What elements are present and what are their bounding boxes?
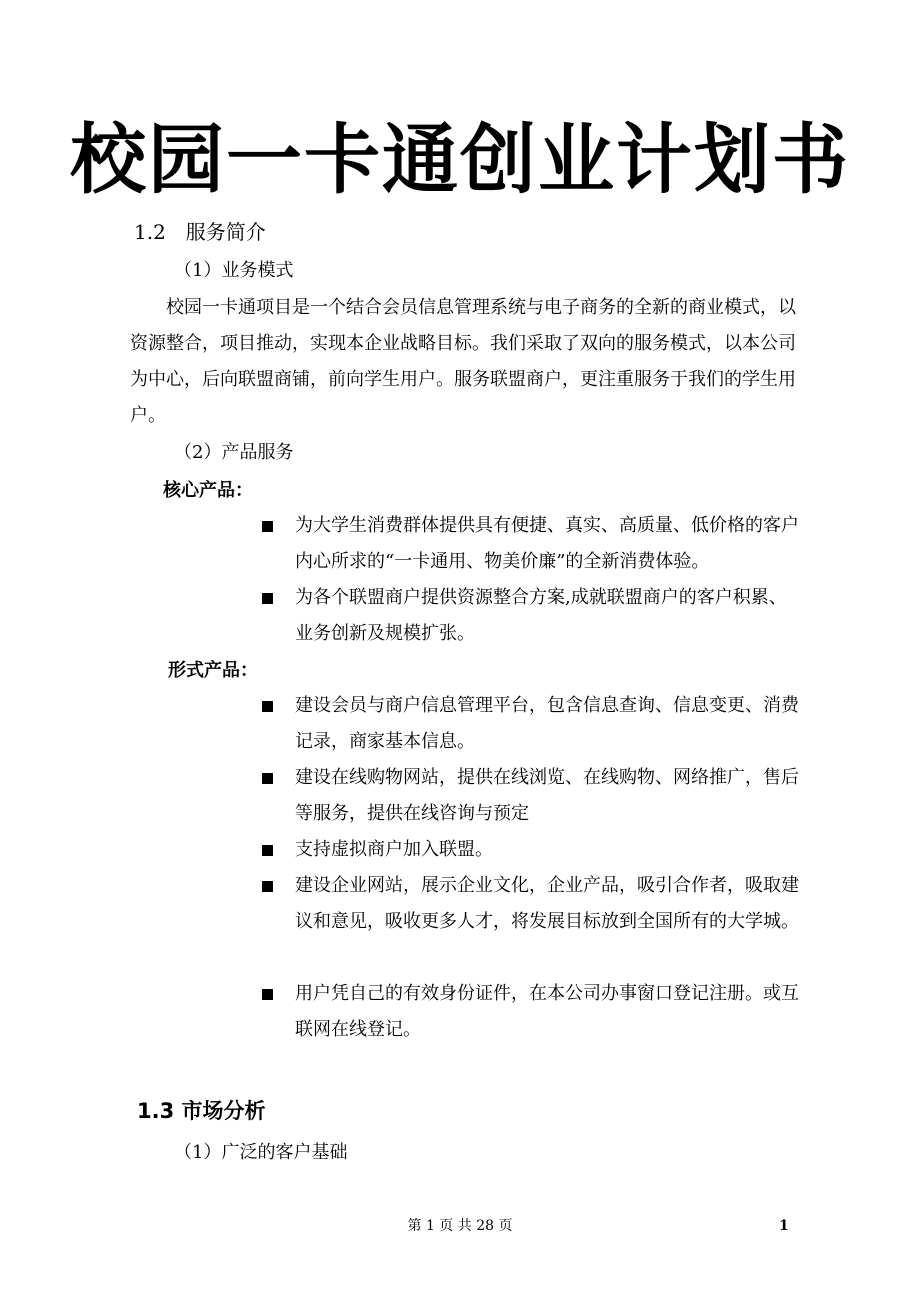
square-bullet-icon bbox=[262, 701, 273, 712]
square-bullet-icon bbox=[262, 593, 273, 604]
list-item bbox=[262, 832, 802, 868]
list-item-text: 为大学生消费群体提供具有便捷、真实、高质量、低价格的客户内心所求的“一卡通用、物美价廉”的全新消费体验。 bbox=[295, 515, 799, 572]
list-item-text: 支持虚拟商户加入联盟。 bbox=[295, 839, 493, 860]
form-product-label: 形式产品： bbox=[168, 660, 258, 681]
section-heading-1-3: 1.3 市场分析 bbox=[137, 1099, 266, 1123]
business-model-paragraph bbox=[130, 290, 800, 434]
paragraph-text: 校园一卡通项目是一个结合会员信息管理系统与电子商务的全新的商业模式，以资源整合，项目推动，实现本企业战略目标。我们采取了双向的服务模式，以本公司为中心，后向联盟商铺，前向学生用户。服务联盟商户，更注重服务于我们的学生用户。 bbox=[130, 297, 796, 426]
document-title: 校园一卡通创业计划书 bbox=[70, 115, 850, 204]
list-item-text: 建设会员与商户信息管理平台，包含信息查询、信息变更、消费记录，商家基本信息。 bbox=[295, 695, 799, 752]
list-item bbox=[262, 868, 802, 940]
square-bullet-icon bbox=[262, 881, 273, 892]
square-bullet-icon bbox=[262, 845, 273, 856]
list-item bbox=[262, 580, 802, 652]
page-footer: 第 1 页 共 28 页 bbox=[407, 1218, 513, 1234]
list-item bbox=[262, 976, 802, 1048]
square-bullet-icon bbox=[262, 773, 273, 784]
list-item-text: 建设企业网站，展示企业文化，企业产品，吸引合作者，吸取建议和意见，吸收更多人才，将发展目标放到全国所有的大学城。 bbox=[295, 875, 799, 932]
square-bullet-icon bbox=[262, 521, 273, 532]
list-item-text: 为各个联盟商户提供资源整合方案,成就联盟商户的客户积累、业务创新及规模扩张。 bbox=[295, 587, 787, 644]
section-heading-1-2: 1.2 服务简介 bbox=[134, 220, 266, 244]
list-item-text: 用户凭自己的有效身份证件，在本公司办事窗口登记注册。或互联网在线登记。 bbox=[295, 983, 799, 1040]
list-item bbox=[262, 760, 802, 832]
square-bullet-icon bbox=[262, 989, 273, 1000]
list-item bbox=[262, 508, 802, 580]
subsection-business-model: （1）业务模式 bbox=[174, 260, 294, 281]
subsection-product-service: （2）产品服务 bbox=[174, 442, 294, 463]
list-item-text: 建设在线购物网站，提供在线浏览、在线购物、网络推广，售后等服务，提供在线咨询与预定 bbox=[295, 767, 799, 824]
subsection-customer-base: （1）广泛的客户基础 bbox=[174, 1142, 348, 1163]
page-number: 1 bbox=[779, 1218, 789, 1234]
core-product-label: 核心产品： bbox=[163, 480, 253, 501]
list-item bbox=[262, 688, 802, 760]
